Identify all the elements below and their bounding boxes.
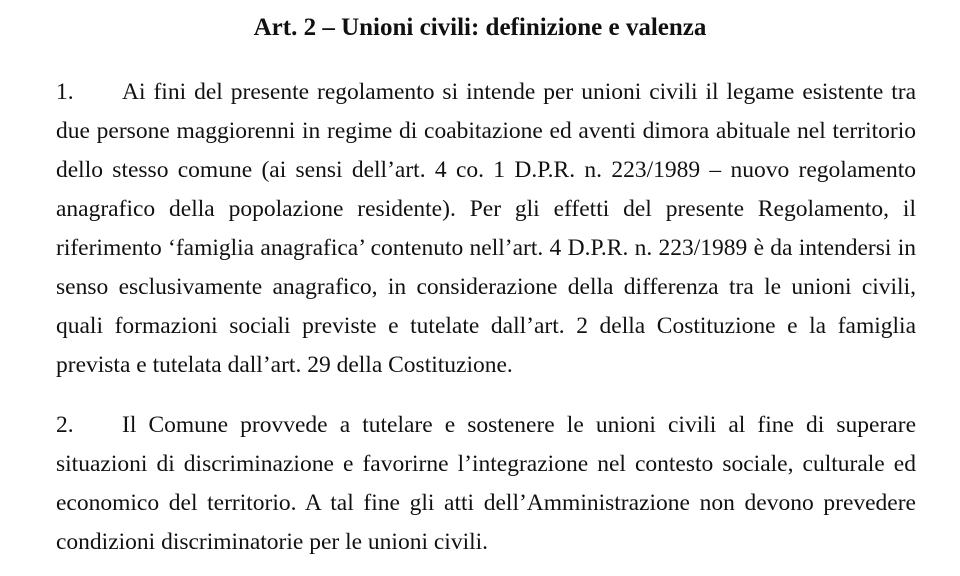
paragraph-2-text: Il Comune provvede a tutelare e sostenere le unioni civili al fine di superare situazioni di discriminazione e favorirne l’integrazione nel contesto sociale, culturale ed economico del territorio. A tal fine gli atti dell’Amministrazione non devono prevedere condizioni discriminatorie per le unioni civili. — [56, 412, 916, 555]
paragraph-1-text: Ai fini del presente regolamento si intende per unioni civili il legame esistente tra due persone maggiorenni in regime di coabitazione ed aventi dimora abituale nel territorio dello stesso comune (ai sensi dell’art. 4 co. 1 D.P.R. n. 223/1989 – nuovo regolamento anagrafico della popolazione residente). Per gli effetti del presente Regolamento, il riferimento ‘famiglia anagrafica’ contenuto nell’art. 4 D.P.R. n. 223/1989 è da intendersi in senso esclusivamente anagrafico, in considerazione della differenza tra le unioni civili, quali formazioni sociali previste e tutelate dall’art. 2 della Costituzione e la famiglia prevista e tutelata dall’art. 29 della Costituzione. — [56, 79, 916, 378]
paragraph-1-number: 1. — [56, 79, 74, 105]
article-title: Art. 2 – Unioni civili: definizione e valenza — [253, 14, 707, 41]
paragraph-1 — [56, 73, 916, 385]
paragraph-2 — [56, 406, 916, 562]
paragraph-2-number: 2. — [56, 412, 74, 438]
